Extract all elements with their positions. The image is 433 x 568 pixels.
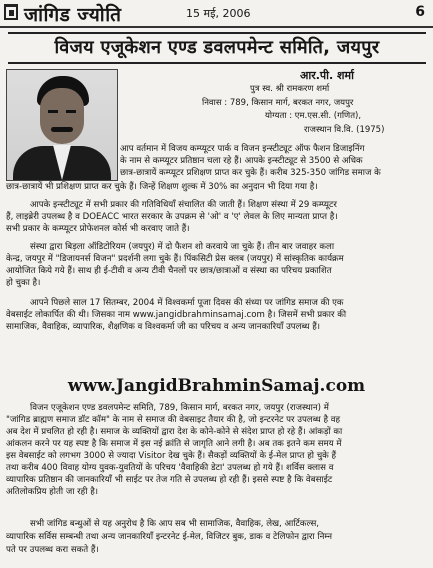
paragraph-5-line-8: अतिलोकप्रिय होती जा रही है।: [6, 487, 99, 497]
paragraph-3-line-2: केन्द्र, जयपुर में "डिजायनर्स विजन" प्रदर्शनी लगा चुके हैं। पिंकसिटी प्रेस क्लब (जयपुर) में सांस्कृतिक कार्यक्रम: [6, 254, 344, 264]
paragraph-1-line-4: छात्र-छात्रायें भी प्रशिक्षण प्राप्त कर चुके हैं। जिन्हें शिक्षण शुल्क में 30% का अनुदान भी दिया गया है।: [6, 182, 318, 192]
paragraph-2-line-2: हैं, लाइब्रेरी उपलब्ध है व DOEACC भारत सरकार के उपक्रम से 'ओ' व 'ए' लेवल के लिए मान्यता प्राप्त है।: [6, 212, 338, 222]
paragraph-5-line-4: आंकलन करने पर यह स्पष्ट है कि समाज में इस नई क्रांति से जागृति आने लगी है। अब तक इतने कम समय में: [6, 439, 342, 449]
paragraph-5-line-3: अब देश में प्रचलित हो रही है। समाज के व्यक्तियों द्वारा देश के कोने-कोने से संदेश प्राप्त हो रहे हैं। आंकड़ों का: [6, 427, 343, 437]
issue-date: 15 मई, 2006: [186, 7, 251, 20]
article-headline: विजय एजूकेशन एण्ड डवलपमेन्ट समिति, जयपुर: [8, 32, 426, 64]
author-university: राजस्थान वि.वि. (1975): [304, 125, 385, 135]
paragraph-2-line-1: आपके इन्स्टीट्यूट में सभी प्रकार की गतिविधियाँ संचालित की जाती हैं। शिक्षण संस्था में 29 कम्प्यूटर: [30, 200, 337, 210]
paragraph-6-line-2: व्यापारिक सर्विस सम्बन्धी तथा अन्य जानकारियाँ इन्टरनेट ई-मेल, विजिटर बुक, डाक व टेलिफोन द्वारा निम्न: [6, 532, 333, 542]
paragraph-3-line-4: हो चुका है।: [6, 278, 41, 288]
paragraph-1-line-3: छात्र-छात्रायें कम्प्यूटर प्रशिक्षण प्राप्त कर चुके हैं। करीब 325-350 जांगिड समाज के: [120, 168, 381, 178]
page-number: 6: [415, 4, 425, 20]
paragraph-5-line-7: व्यापारिक प्रतिष्ठान की जानकारियाँ भी साईट पर तेज गति से उपलब्ध हो रही हैं। इससे स्पष्ट है कि वेबसाईट: [6, 475, 333, 485]
author-name: आर.पी. शर्मा: [300, 69, 354, 82]
magazine-title: जांगिड ज्योति: [24, 4, 122, 26]
website-url: www.JangidBrahminSamaj.com: [67, 376, 366, 396]
paragraph-5-line-5: इस वेबसाईट को लगभग 3000 से ज्यादा Visitor देख चुके हैं। सैकड़ों व्यक्तियों के ई-मेल प्राप्त हो चुके हैं: [6, 451, 337, 461]
paragraph-3-line-3: आयोजित किये गये हैं। साथ ही ई-टीवी व अन्य टीवी चैनलों पर छात्र/छात्राओं व संस्था का परिचय प्रकाशित: [6, 266, 332, 276]
author-qualification: योग्यता : एम.एस.सी. (गणित),: [265, 111, 362, 121]
paragraph-3-line-1: संस्था द्वारा बिड़ला ऑडिटोरियम (जयपुर) में दो फैशन शो करवाये जा चुके हैं। तीन बार जवाहर कला: [30, 242, 335, 252]
paragraph-5-line-2: "जांगिड ब्राह्मण समाज डॉट कॉम" के नाम से समाज की वेबसाइट तैयार की है, जो इन्टरनेट पर उपलब्ध है वह: [6, 415, 341, 425]
paragraph-4-line-2: वेबसाईट लोकार्पित की थी। जिसका नाम www.jangidbrahminsamaj.com है। जिसमें सभी प्रकार की: [6, 310, 347, 320]
author-photo: [6, 69, 118, 181]
paragraph-6-line-3: पते पर उपलब्ध करा सकते हैं।: [6, 545, 99, 555]
author-address: निवास : 789, किसान मार्ग, बरकत नगर, जयपुर: [202, 98, 354, 108]
paragraph-2-line-3: सभी प्रकार के कम्प्यूटर प्रोफेशनल कोर्स भी करवाए जाते हैं।: [6, 224, 190, 234]
magazine-logo-icon: [4, 4, 18, 20]
paragraph-5-line-6: तथा करीब 400 विवाह योग्य युवक-युवतियों के परिचय 'वैवाहिकी डेटा' उपलब्ध हो गये हैं। शर्विस क्लास व: [6, 463, 334, 473]
paragraph-5-line-1: विजन एजूकेशन एण्ड डवलपमेन्ट समिति, 789, किसान मार्ग, बरकत नगर, जयपुर (राजस्थान) में: [30, 403, 329, 413]
masthead: [0, 0, 433, 28]
paragraph-1-line-2: के नाम से कम्प्यूटर प्रतिष्ठान चला रहे हैं। आपके इन्स्टीट्यूट से 3500 से अधिक: [120, 156, 363, 166]
paragraph-6-line-1: सभी जांगिड बन्धुओं से यह अनुरोध है कि आप सब भी सामाजिक, वैवाहिक, लेख, आर्टिकल्स,: [30, 519, 319, 529]
paragraph-4-line-1: आपने पिछले साल 17 सितम्बर, 2004 में विश्वकर्मा पूजा दिवस की संध्या पर जांगिड समाज की एक: [30, 298, 344, 308]
paragraph-1-line-1: आप वर्तमान में विजय कम्प्यूटर पार्क व विजन इन्स्टीट्यूट ऑफ फैशन डिजाइनिंग: [120, 144, 365, 154]
author-parent: पुत्र स्व. श्री रामकरण शर्मा: [250, 84, 330, 94]
paragraph-4-line-3: सामाजिक, वैवाहिक, व्यापारिक, शैक्षणिक व विश्वकर्मा जी का परिचय व अन्य जानकारियाँ उपलब्ध हैं।: [6, 322, 321, 332]
